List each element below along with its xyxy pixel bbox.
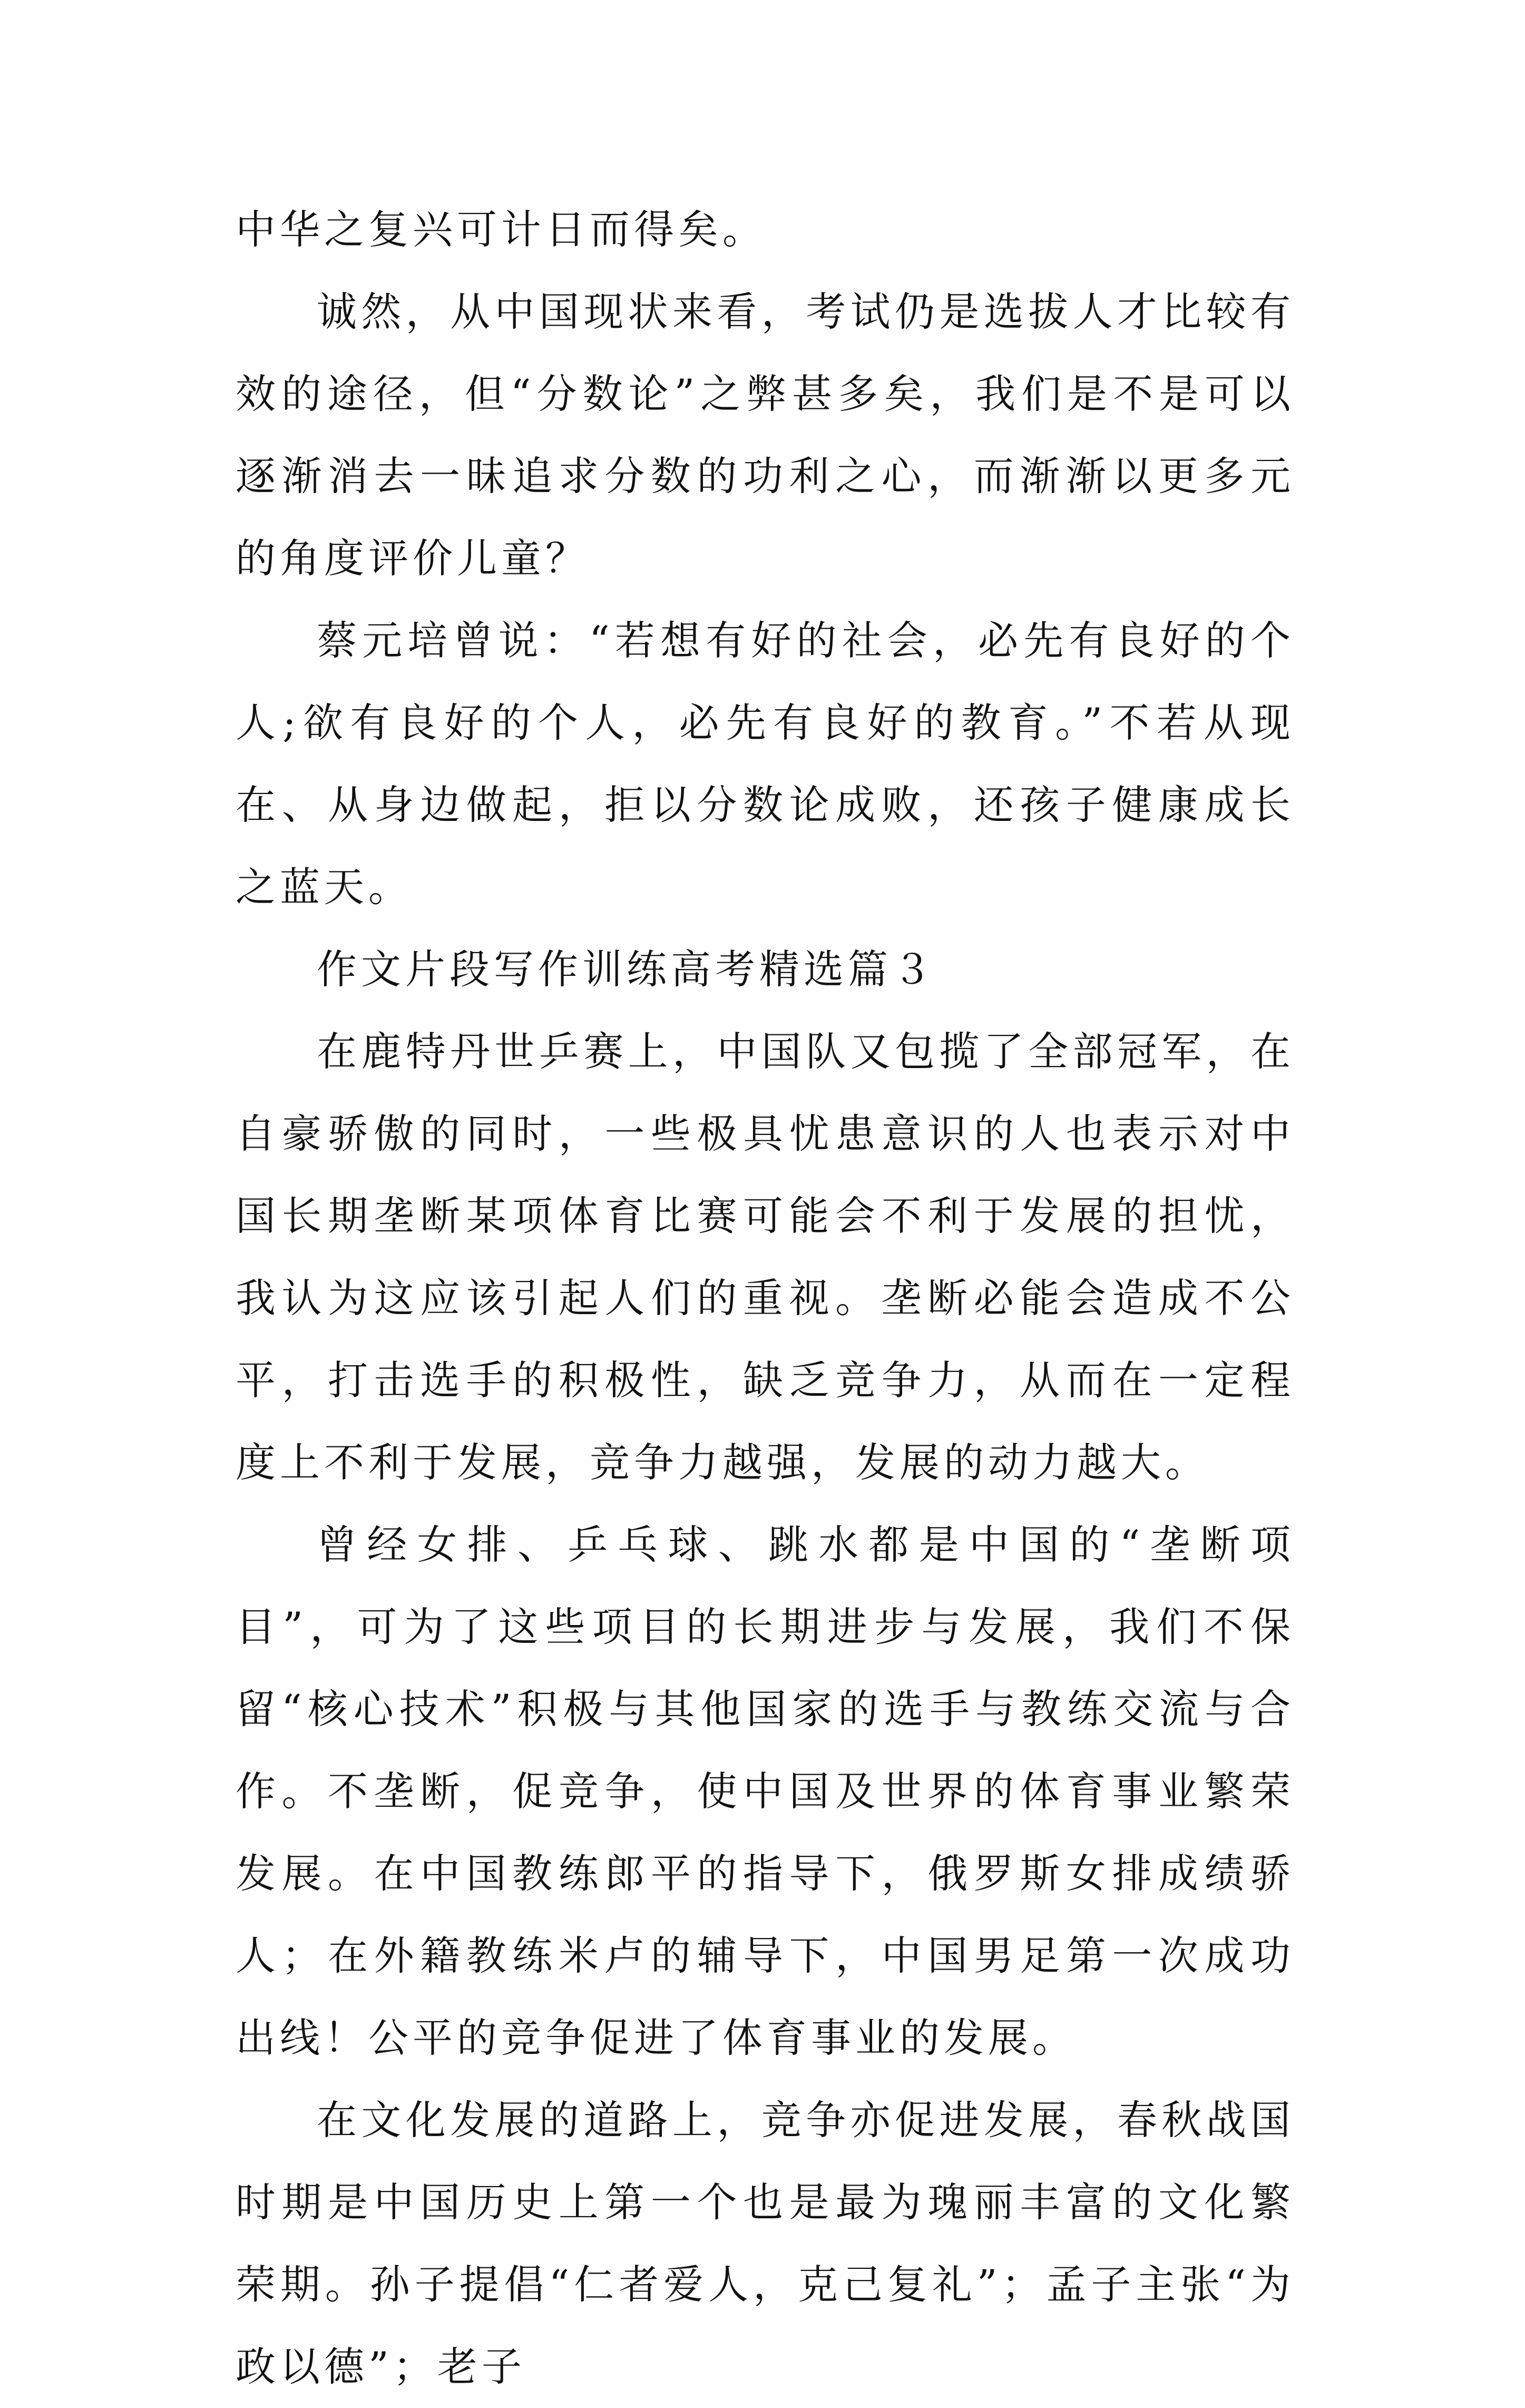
paragraph-2: 诚然，从中国现状来看，考试仍是选拔人才比较有效的途径，但“分数论”之弊甚多矣，我们是不是可以逐渐消去一昧追求分数的功利之心，而渐渐以更多元的角度评价儿童？ <box>236 288 1295 582</box>
paragraph-4: 在鹿特丹世乒赛上，中国队又包揽了全部冠军，在自豪骄傲的同时，一些极具忧患意识的人也表示对中国长期垄断某项体育比赛可能会不利于发展的担忧，我认为这应该引起人们的重视。垄断必能会造成不公平，打击选手的积极性，缺乏竞争力，从而在一定程度上不利于发展，竞争力越强，发展的动力越大。 <box>236 1028 1295 1486</box>
paragraph-6: 在文化发展的道路上，竞争亦促进发展，春秋战国时期是中国历史上第一个也是最为瑰丽丰富的文化繁荣期。孙子提倡“仁者爱人，克己复礼”；孟子主张“为政以德”；老子 <box>236 2097 1295 2390</box>
paragraph-1: 中华之复兴可计日而得矣。 <box>236 206 767 253</box>
paragraph-3: 蔡元培曾说：“若想有好的社会，必先有良好的个人;欲有良好的个人，必先有良好的教育。”不若从现在、从身边做起，拒以分数论成败，还孩子健康成长之蓝天。 <box>236 617 1295 911</box>
section-heading: 作文片段写作训练高考精选篇３ <box>317 946 936 993</box>
document-body <box>236 189 1295 2408</box>
paragraph-5: 曾经女排、乒乓球、跳水都是中国的“垄断项目”，可为了这些项目的长期进步与发展，我们不保留“核心技术”积极与其他国家的选手与教练交流与合作。不垄断，促竞争，使中国及世界的体育事业繁荣发展。在中国教练郎平的指导下，俄罗斯女排成绩骄人；在外籍教练米卢的辅导下，中国男足第一次成功出线！公平的竞争促进了体育事业的发展。 <box>236 1521 1295 2061</box>
